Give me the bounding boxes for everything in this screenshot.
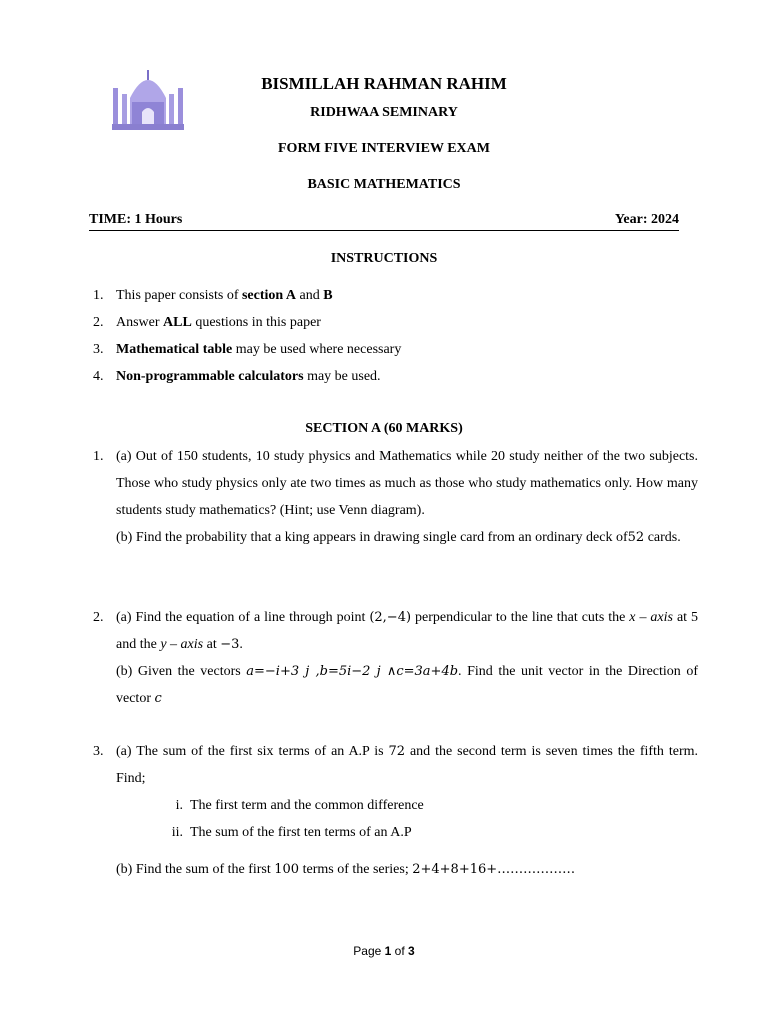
question-2a: (a) Find the equation of a line through point (2,−4) perpendicular to the line that cuts the x – axis at 5 and the y – axis at −3.: [116, 610, 698, 652]
instructions-title: INSTRUCTIONS: [330, 251, 438, 266]
question-2b: (b) Given the vectors a=−i+3 j ,b=5i−2 j ∧c=3a+4b. Find the unit vector in the Direction of vector c: [116, 664, 698, 706]
header-exam: FORM FIVE INTERVIEW EXAM: [278, 141, 490, 156]
section-a-title: SECTION A (60 MARKS): [305, 421, 463, 436]
instructions-list: [93, 287, 693, 395]
total-pages: 3: [408, 944, 415, 958]
instruction-item: 2. Answer ALL questions in this paper: [93, 315, 321, 330]
question-1a: (a) Out of 150 students, 10 study physics and Mathematics while 20 study neither of the two subjects. Those who study physics only ate two times as much as those who study mathematics only. How many students study mathematics? (Hint; use Venn diagram).: [116, 449, 698, 518]
exam-year: Year: 2024: [614, 212, 679, 227]
current-page: 1: [384, 944, 392, 958]
question-2: 2. (a) Find the equation of a line through point (2,−4) perpendicular to the line that cuts the x – axis at 5 and the y – axis at −3. (b) Given the vectors a=−i+3 j ,b=5i−2 j ∧c=3a+4b. Find the unit vector in the Direction of vector c: [93, 604, 698, 712]
exam-time: TIME: 1 Hours: [89, 212, 183, 227]
question-3b: (b) Find the sum of the first 100 terms of the series; 2+4+8+16+………………: [116, 862, 576, 877]
time-year-row: [89, 212, 679, 231]
page-footer: Page 1 of 3: [353, 944, 415, 958]
question-1: 1. (a) Out of 150 students, 10 study physics and Mathematics while 20 study neither of the two subjects. Those who study physics only ate two times as much as those who study mathematics only. How many students study mathematics? (Hint; use Venn diagram). (b) Find the probability that a king appears in drawing single card from an ordinary deck of52 cards.: [93, 443, 698, 551]
header-title: BISMILLAH RAHMAN RAHIM: [261, 74, 507, 93]
question-1b: (b) Find the probability that a king appears in drawing single card from an ordinary deck of52 cards.: [116, 530, 681, 545]
instruction-item: 1. This paper consists of section A and B: [93, 288, 333, 303]
question-3a-part-ii: ii. The sum of the first ten terms of an A.P: [171, 825, 412, 840]
question-3a: (a) The sum of the first six terms of an A.P is 72 and the second term is seven times the fifth term. Find;: [116, 744, 698, 786]
header-school: RIDHWAA SEMINARY: [310, 105, 458, 120]
question-3: 3. (a) The sum of the first six terms of an A.P is 72 and the second term is seven times the fifth term. Find; i. The first term and the common difference ii. The sum of the first ten terms of an A.P (b) Find the sum of the first 100 terms of the series; 2+4+8+16+………………: [93, 738, 698, 883]
instruction-item: 3. Mathematical table may be used where necessary: [93, 342, 402, 357]
instruction-item: 4. Non-programmable calculators may be used.: [93, 369, 381, 384]
header-subject: BASIC MATHEMATICS: [307, 177, 461, 192]
question-3a-part-i: i. The first term and the common difference: [175, 798, 424, 813]
